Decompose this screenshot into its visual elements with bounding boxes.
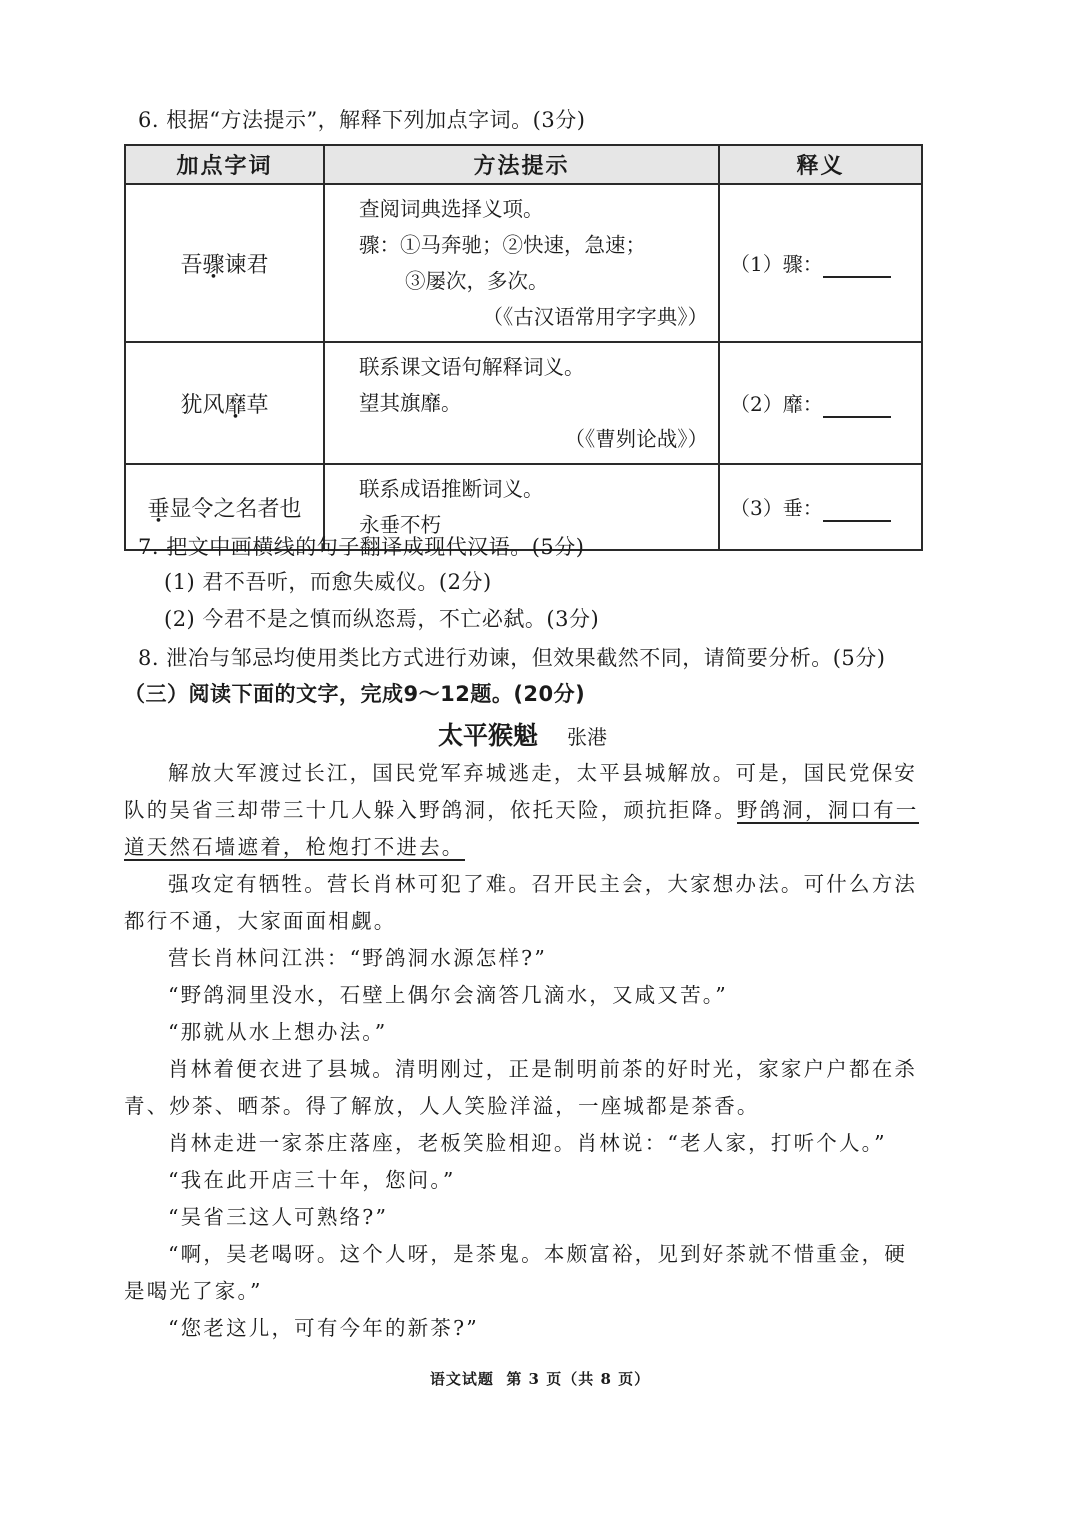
story-paragraph: “那就从水上想办法。” [168, 1020, 388, 1044]
story-paragraph: 营长肖林问江洪：“野鸽洞水源怎样?” [168, 946, 548, 970]
answer-blank[interactable] [823, 498, 891, 522]
hint-cell [324, 184, 719, 342]
hint-source: （《古汉语常用字字典》） [482, 305, 708, 329]
story-paragraph: 强攻定有牺牲。营长肖林可犯了难。召开民主会，大家想办法。可什么方法都行不通，大家面面相觑。 [124, 872, 918, 933]
story-paragraph: 肖林着便衣进了县城。清明刚过，正是制明前茶的好时光，家家户户都在杀青、炒茶、晒茶。得了解放，人人笑脸洋溢，一座城都是茶香。 [124, 1057, 918, 1118]
dotted-char: 垂 [147, 496, 170, 522]
story-author: 张港 [567, 725, 608, 749]
hint-source: （《曹刿论战》） [564, 427, 708, 451]
answer-cell: （1）骤： [719, 184, 922, 342]
vocab-table [124, 144, 923, 551]
underlined-sentence: 野鸽洞，洞口有一道天然石墙遮着，枪炮打不进去。 [124, 798, 919, 859]
page-footer: 语文试题 第 3 页（共 8 页） [429, 1370, 651, 1388]
hint-cell [324, 342, 719, 464]
section-3-title: （三）阅读下面的文字，完成9～12题。(20分) [124, 682, 586, 706]
story-heading [438, 716, 607, 752]
table-row [125, 342, 922, 464]
hint-line: 联系课文语句解释词义。 [359, 355, 585, 379]
header-word: 加点字词 [125, 145, 324, 184]
story-paragraph: “我在此开店三十年，您问。” [168, 1168, 456, 1192]
question-7-title: 7. 把文中画横线的句子翻译成现代汉语。(5分) [138, 535, 585, 559]
story-paragraph: “您老这儿，可有今年的新茶?” [168, 1316, 479, 1340]
hint-line: 骤：①马奔驰；②快速，急速； [359, 233, 646, 257]
story-paragraph: 解放大军渡过长江，国民党军弃城逃走，太平县城解放。可是，国民党保安队的吴省三却带三十几人躲入野鸽洞，依托天险，顽抗拒降。野鸽洞，洞口有一道天然石墙遮着，枪炮打不进去。 [124, 761, 919, 859]
hint-line: ③屡次，多次。 [405, 269, 549, 293]
hint-line: 永垂不朽 [359, 513, 441, 537]
answer-cell: （3）垂： [719, 464, 922, 550]
question-7-item: (2) 今君不是之慎而纵恣焉，不亡必弑。(3分) [164, 607, 600, 631]
answer-blank[interactable] [823, 254, 891, 278]
table-row [125, 184, 922, 342]
header-meaning: 释义 [719, 145, 922, 184]
story-paragraph: “吴省三这人可熟络?” [168, 1205, 389, 1229]
word-cell: 吾骤谏君 [125, 184, 324, 342]
table-header-row [125, 145, 922, 184]
hint-line: 查阅词典选择义项。 [359, 197, 544, 221]
answer-cell: （2）靡： [719, 342, 922, 464]
dotted-char: 靡 [224, 392, 247, 418]
header-hint: 方法提示 [324, 145, 719, 184]
word-cell: 犹风靡草 [125, 342, 324, 464]
question-7-item: (1) 君不吾听，而愈失威仪。(2分) [164, 570, 492, 594]
question-6-title: 6. 根据“方法提示”，解释下列加点字词。(3分) [138, 108, 586, 132]
question-8-title: 8. 泄冶与邹忌均使用类比方式进行劝谏，但效果截然不同，请简要分析。(5分) [138, 646, 886, 670]
hint-line: 望其旗靡。 [359, 391, 462, 415]
word-cell: 垂显令之名者也 [125, 464, 324, 550]
hint-line: 联系成语推断词义。 [359, 477, 544, 501]
dotted-char: 骤 [202, 252, 225, 278]
story-paragraph: “野鸽洞里没水，石壁上偶尔会滴答几滴水，又咸又苦。” [168, 983, 728, 1007]
story-paragraph: 肖林走进一家茶庄落座，老板笑脸相迎。肖林说：“老人家，打听个人。” [168, 1131, 887, 1155]
answer-blank[interactable] [823, 394, 891, 418]
story-paragraph: “啊，吴老喝呀。这个人呀，是茶鬼。本颇富裕，见到好茶就不惜重金，硬是喝光了家。” [124, 1242, 908, 1303]
story-title: 太平猴魁 [438, 721, 539, 750]
